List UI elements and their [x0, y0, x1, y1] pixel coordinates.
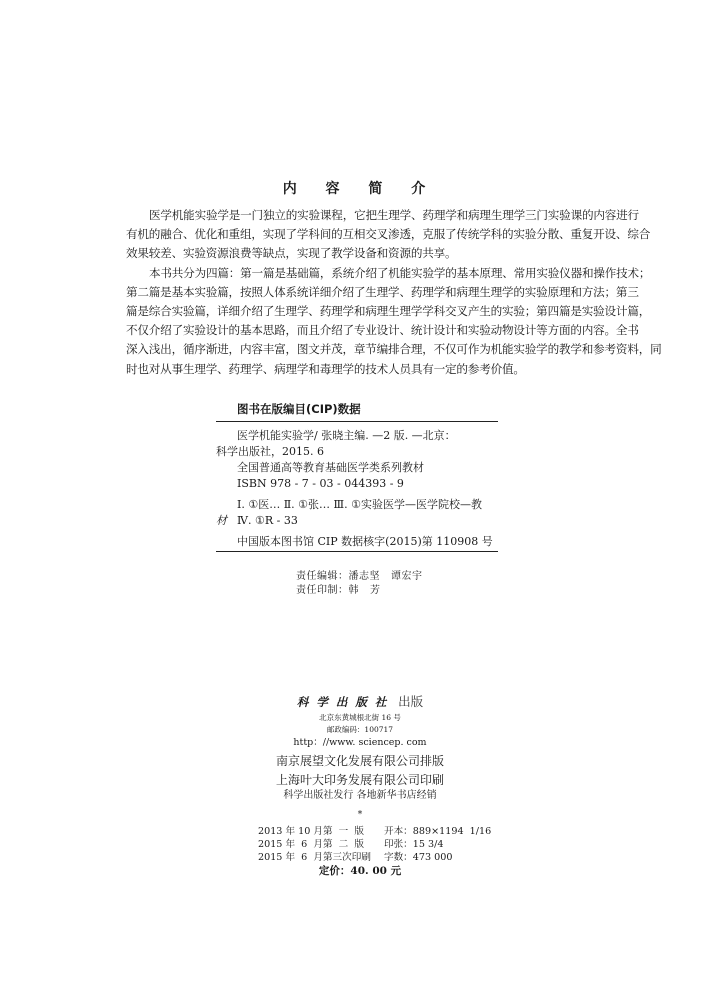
publisher-suffix: 出版: [398, 694, 424, 709]
cip-title: 图书在版编目(CIP)数据: [237, 402, 361, 416]
responsible-printing-row: [296, 584, 423, 598]
text-line: 不仅介绍了实验设计的基本思路，而且介绍了专业设计、统计设计和实验动物设计等方面的内容。全书: [126, 323, 639, 338]
edition-row: [258, 825, 491, 838]
edition-date: 2013 年 10 月第 一 版: [258, 826, 364, 837]
cip-isbn: ISBN 978 - 7 - 03 - 044393 - 9: [237, 477, 404, 490]
text-line: 第二篇是基本实验篇，按照人体系统详细介绍了生理学、药理学和病理生理学的实验原理和方法；第三: [126, 284, 639, 299]
edition-date: 2015 年 6 月第三次印刷: [258, 852, 371, 863]
typesetter: 南京展望文化发展有限公司排版: [275, 754, 444, 768]
text-line: 有机的融合、优化和重组，实现了学科间的互相交叉渗透，克服了传统学科的实验分散、重复开设、综合: [126, 227, 651, 242]
intro-title: 内 容 简 介: [282, 181, 438, 197]
cip-classification-line-2: Ⅳ. ①R - 33: [237, 514, 298, 527]
edition-date: 2015 年 6 月第 二 版: [258, 839, 364, 850]
edition-spec: 印张：15 3/4: [384, 839, 444, 850]
publisher-name: 科学出版社: [296, 695, 395, 709]
intro-paragraph-1: [126, 206, 651, 264]
cip-classification-prefix: 材: [216, 514, 227, 527]
cip-bottom-rule: [216, 551, 498, 552]
distribution: 科学出版社发行 各地新华书店经销: [283, 790, 437, 801]
publisher-postcode: 邮政编码：100717: [326, 725, 394, 734]
text-line: 时也对从事生理学、药理学、病理学和毒理学的技术人员具有一定的参考价值。: [126, 361, 525, 376]
edition-row: [258, 851, 491, 864]
responsible-editor-names: 潘志坚 谭宏宇: [348, 571, 423, 582]
edition-row: [258, 838, 491, 851]
intro-body: [126, 206, 662, 379]
cip-top-rule: [216, 421, 498, 422]
printer: 上海叶大印务发展有限公司印刷: [275, 773, 444, 787]
publisher-url: http：//www. sciencep. com: [293, 737, 427, 748]
cip-classification-line-1: Ⅰ. ①医… Ⅱ. ①张… Ⅲ. ①实验医学—医学院校—教: [237, 498, 482, 511]
edition-spec: 开本：889×1194 1/16: [384, 826, 492, 837]
cip-series: 全国普通高等教育基础医学类系列教材: [237, 461, 424, 474]
responsible-printing-name: 韩 芳: [348, 585, 381, 596]
responsible-editor-row: [296, 570, 423, 584]
separator-star: *: [357, 810, 363, 820]
edition-table: [258, 825, 491, 864]
responsible-editor-label: 责任编辑：: [296, 571, 349, 582]
edition-spec: 字数：473 000: [384, 852, 453, 863]
price: 定价：40. 00 元: [318, 865, 402, 877]
text-line: 篇是综合实验篇，详细介绍了生理学、药理学和病理生理学学科交叉产生的实验；第四篇是实验设计篇，: [126, 304, 651, 319]
publisher-address: 北京东黄城根北街 16 号: [319, 713, 401, 722]
editors-block: [296, 570, 423, 598]
cip-entry-line-1: 医学机能实验学/ 张晓主编. —2 版. —北京：: [237, 429, 456, 442]
cip-entry-line-2: 科学出版社，2015. 6: [216, 445, 324, 458]
cip-number: 中国版本图书馆 CIP 数据核字(2015)第 110908 号: [237, 535, 493, 548]
text-line: 医学机能实验学是一门独立的实验课程，它把生理学、药理学和病理生理学三门实验课的内容进行: [149, 208, 639, 222]
text-line: 效果较差、实验资源浪费等缺点，实现了教学设备和资源的共享。: [126, 246, 457, 261]
publisher-line: [0, 694, 720, 710]
intro-paragraph-2: [126, 264, 662, 379]
text-line: 本书共分为四篇：第一篇是基础篇，系统介绍了机能实验学的基本原理、常用实验仪器和操作技术；: [149, 265, 651, 280]
text-line: 深入浅出，循序渐进，内容丰富，图文并茂，章节编排合理，不仅可作为机能实验学的教学和参考资料，同: [126, 342, 662, 357]
responsible-printing-label: 责任印制：: [296, 585, 349, 596]
